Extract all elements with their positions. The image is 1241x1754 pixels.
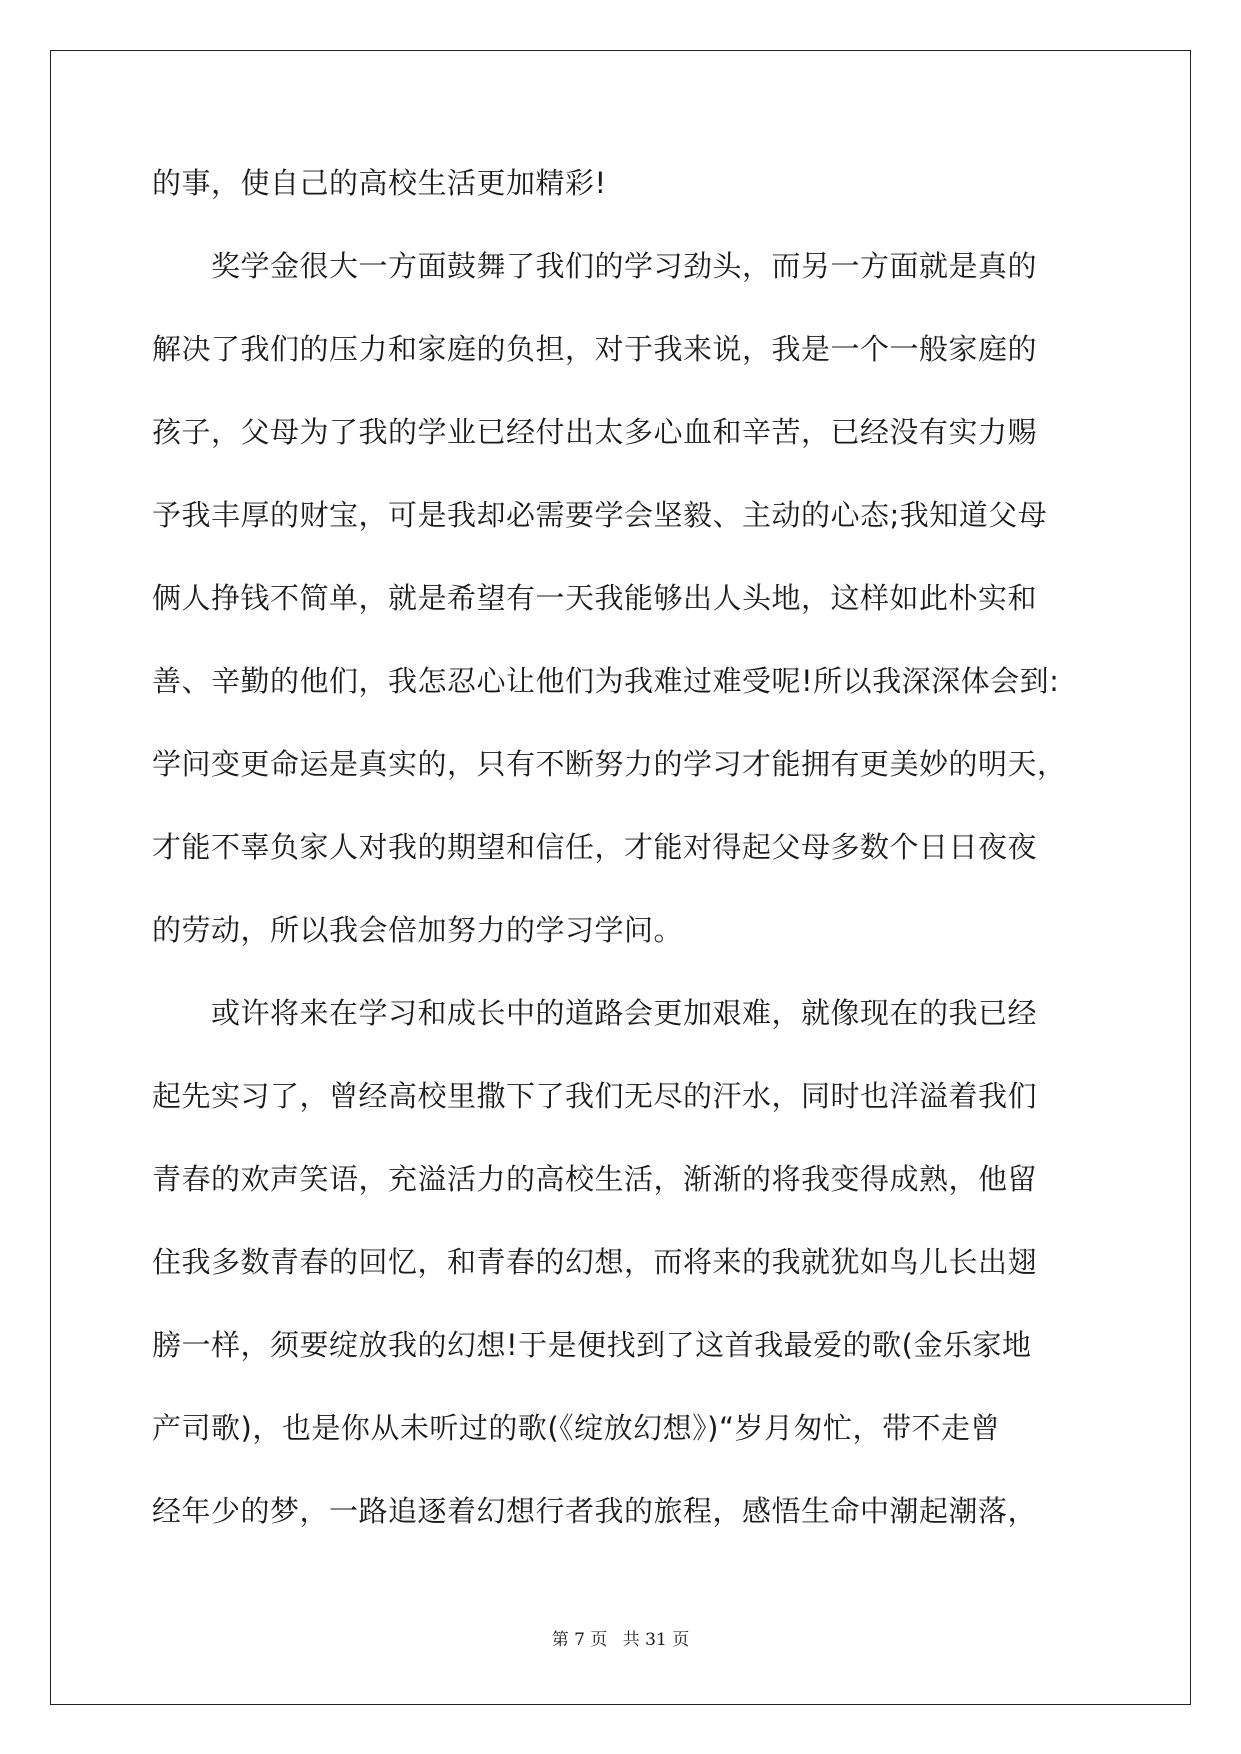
text-line: 青春的欢声笑语，充溢活力的高校生活，渐渐的将我变得成熟，他留	[152, 1162, 1038, 1196]
text-line: 经年少的梦，一路追逐着幻想行者我的旅程，感悟生命中潮起潮落，	[152, 1494, 1038, 1528]
text-line: 产司歌)，也是你从未听过的歌(《绽放幻想》)“岁月匆忙，带不走曾	[152, 1411, 1000, 1445]
text-line: 膀一样，须要绽放我的幻想!于是便找到了这首我最爱的歌(金乐家地	[152, 1328, 1032, 1362]
text-line: 予我丰厚的财宝，可是我却必需要学会坚毅、主动的心态;我知道父母	[152, 498, 1048, 532]
text-line: 善、辛勤的他们，我怎忍心让他们为我难过难受呢!所以我深深体会到:	[152, 664, 1060, 698]
text-line: 奖学金很大一方面鼓舞了我们的学习劲头，而另一方面就是真的	[152, 249, 1038, 283]
text-line: 解决了我们的压力和家庭的负担，对于我来说，我是一个一般家庭的	[152, 332, 1038, 366]
text-line: 的事，使自己的高校生活更加精彩!	[152, 166, 607, 200]
page-number: 第 7 页	[551, 1630, 608, 1650]
text-line: 或许将来在学习和成长中的道路会更加艰难，就像现在的我已经	[152, 996, 1038, 1030]
page-total: 共 31 页	[622, 1630, 690, 1650]
document-body	[152, 158, 1092, 1569]
page-footer	[0, 1625, 1241, 1650]
text-line: 起先实习了，曾经高校里撒下了我们无尽的汗水，同时也洋溢着我们	[152, 1079, 1038, 1113]
text-line: 才能不辜负家人对我的期望和信任，才能对得起父母多数个日日夜夜	[152, 830, 1038, 864]
text-line: 住我多数青春的回忆，和青春的幻想，而将来的我就犹如鸟儿长出翅	[152, 1245, 1038, 1279]
text-line: 学问变更命运是真实的，只有不断努力的学习才能拥有更美妙的明天，	[152, 747, 1067, 781]
text-line: 孩子，父母为了我的学业已经付出太多心血和辛苦，已经没有实力赐	[152, 415, 1038, 449]
text-line: 的劳动，所以我会倍加努力的学习学问。	[152, 913, 684, 947]
text-line: 俩人挣钱不简单，就是希望有一天我能够出人头地，这样如此朴实和	[152, 581, 1038, 615]
